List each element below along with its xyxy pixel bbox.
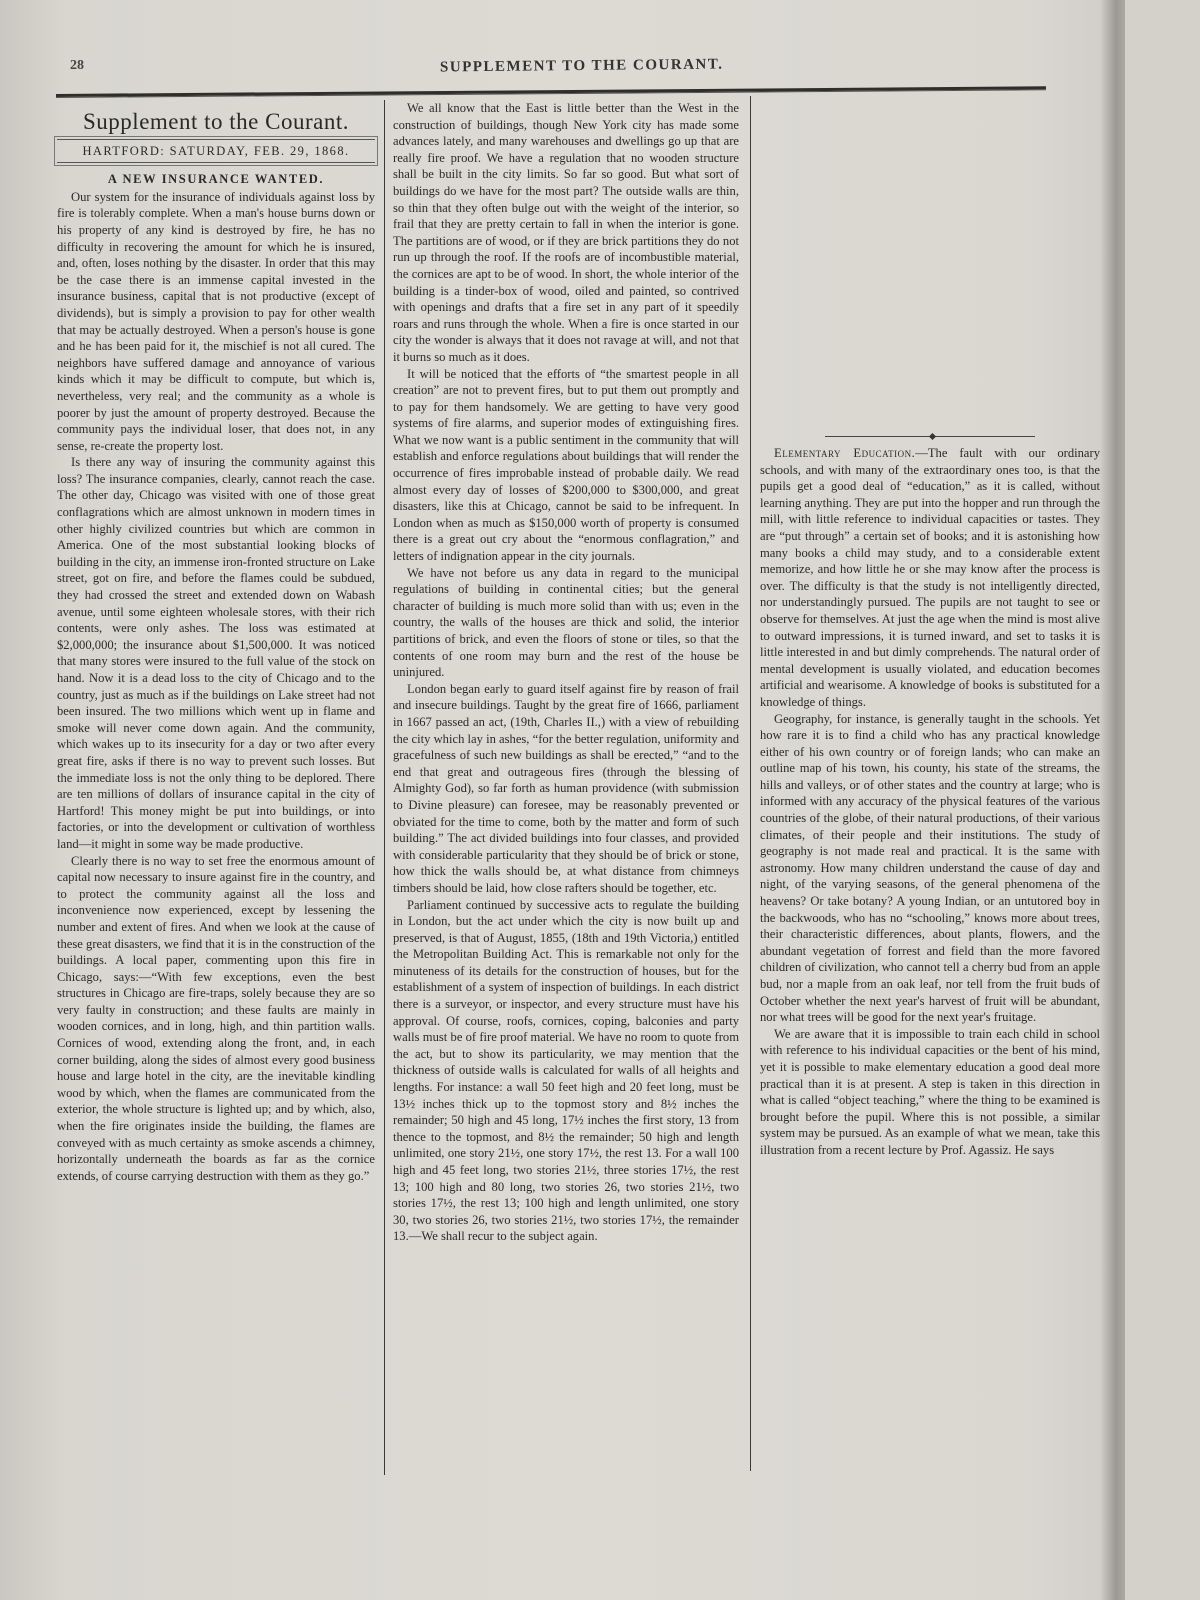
article-paragraph: Is there any way of insuring the community against this loss? The insurance companies, clearly, cannot reach the case. The other day, Chicago was visited with one of those great conflagrations which are almost unknown in modern times in other highly civilized countries but which are common in America. One of the most substantial looking blocks of building in the city, an immense iron-fronted structure on Lake street, got on fire, and before the flames could be subdued, they had crossed the street and extended down on Wabash avenue, until some eighteen wholesale stores, with their rich contents, were only ashes. The loss was estimated at $2,000,000; the insurance about $1,500,000. It was noticed that many stores were insured to the full value of the stock on hand. Now it is a dead loss to the city of Chicago and to the country, just as much as if the buildings on Lake street had not been insured. The two millions which went up in flame and smoke will never come down again. And the community, which wakes up to its insecurity for a day or two after every great fire, asks if there is no way to prevent such losses. But the immediate loss is not the only thing to be deplored. There are ten millions of dollars of insurance capital in the city of Hartford! This money might be put into buildings, or into factories, or into the development or cultivation of worthless land—it might in some way be made productive. (57, 455, 375, 851)
masthead-dateline: HARTFORD: SATURDAY, FEB. 29, 1868. (57, 139, 375, 164)
column-divider-1 (384, 100, 385, 1475)
article-paragraph: Geography, for instance, is generally taught in the schools. Yet how rare it is to find a child who has any practical knowledge either of his own country or of foreign lands; who can make an outline map of his town, his county, his state of the streams, the hills and valleys, or of other states and the country at large; who is informed with any accuracy of the physical features of the various countries of the globe, of their natural productions, of their various climates, of their people and their institutions. The study of geography is not made real and practical. It is the same with astronomy. How many children understand the cause of day and night, of the varying seasons, of the general phenomena of the heavens? Or take botany? A young Indian, or an untutored boy in the backwoods, who has no “schooling,” knows more about trees, their characteristic differences, about plants, flowers, and the abundant vegetation of forrest and field than the more favored children of civilization, who cannot tell a cherry bud from an apple bud, nor a maple from an oak leaf, nor tell from the fruit buds of October whether the next year's harvest of fruit will be abundant, nor what trees will be good for the next year's fruitage. (760, 711, 1100, 1025)
column-1 (57, 106, 375, 1184)
column-3 (760, 96, 1100, 1596)
article-paragraph: London began early to guard itself against fire by reason of frail and insecure buildings. Taught by the great fire of 1666, parliament in 1667 passed an act, (19th, Charles II.,) with a view of rebuilding the city which lay in ashes, “for the better regulation, uniformity and gracefulness of such new buildings as shall be erected,” “and to the end that great and outrageous fires (through the blessing of Almighty God), so far forth as human providence (with submission to Divine pleasure) can foresee, may be reasonably prevented or obviated for the time to come, both by the matter and form of such building.” The act divided buildings into four classes, and provided with considerable particularity that they should be of brick or stone, how thick the walls should be, at what distance from chimneys timbers should be laid, how close rafters should be together, etc. (393, 681, 739, 895)
article-paragraph: Our system for the insurance of individuals against loss by fire is tolerably complete. When a man's house burns down or his property of any kind is destroyed by fire, he has no difficulty in recovering the amount for which he is insured, and, often, loses nothing by the disaster. In order that this may be the case there is an immense capital invested in the insurance business, capital that is not productive (except of dividends), but is simply a provision to pay for other wealth that may be actually destroyed. When a person's house is gone and he has been paid for it, the mischief is not all cured. The neighbors have suffered damage and annoyance of various kinds which it may be difficult to compute, but which is, nevertheless, very real; and the community as a whole is poorer by just the amount of property destroyed. Because the community pays the individual loser, that does not, in any sense, re-create the property lost. (57, 189, 375, 453)
article-paragraph: Clearly there is no way to set free the enormous amount of capital now necessary to insure against fire in the country, and to protect the community against all the loss and inconvenience now experienced, except by lessening the number and extent of fires. And when we look at the cause of these great disasters, we find that it is in the construction of the buildings. A local paper, commenting upon this fire in Chicago, says:—“With few exceptions, even the best structures in Chicago are fire-traps, solely because they are so very faulty in construction; and these faults are mainly in wooden cornices, and in long, high, and thin partition walls. Cornices of wood, extending along the front, and, in each corner building, along the sides of almost every good business house and large hotel in the city, are the inevitable kindling wood by which, when the flames are communicated from the exterior, the whole structure is lighted up; and by which, also, when the fire originates inside the building, the flames are conveyed with as much certainty as smoke ascends a chimney, horizontally underneath the boards as far as the cornice extends, of course carrying destruction with them as they go.” (57, 853, 375, 1183)
section-divider (825, 436, 1036, 437)
article-paragraph: We all know that the East is little better than the West in the construction of buildings, though New York city has made some advances lately, and many warehouses and dwellings go up that are really fire proof. We have a regulation that no wooden structure shall be built in the city limits. So far so good. But what sort of buildings do we have for the most part? The outside walls are thin, so thin that they often bulge out with the weight of the interior, so frail that they are pretty certain to fall in when the interior is gone. The partitions are of wood, or if they are brick partitions they do not run up through the roof. If the roofs are of incombustible material, the cornices are apt to be of wood. In short, the whole interior of the building is a tinder-box of wood, oiled and painted, so contrived with openings and drafts that a fire set in any part of it speedily roars and runs through the whole. When a fire is once started in our city the wonder is always that it does not ravage at will, and not that it burns so much as it does. (393, 101, 739, 364)
education-text: —The fault with our ordinary schools, and with many of the extraordinary ones too, is that the pupils get a good deal of “education,” as it is called, without learning anything. They are put into the hopper and run through the mill, with little reference to individual capacities or tastes. They are “put through” a certain set of books; and it is astonishing how many books a child may study, and to a considerable extent memorize, and how little he or she may know after the process is over. The difficulty is that the study is not intelligently directed, nor understandingly pursued. The pupils are not taught to see or observe for themselves. At just the age when the mind is most alive to outward impressions, it is turned inward, and set to tasks it is little interested in and but dimly comprehends. The natural order of mental development is usually violated, and education becomes artificial and wearisome. A knowledge of books is substituted for a knowledge of things. (760, 446, 1100, 709)
article-paragraph: It will be noticed that the efforts of “the smartest people in all creation” are not to prevent fires, but to put them out promptly and to pay for them handsomely. We are getting to have very good systems of fire alarms, and superior modes of extinguishing fires. What we now want is a public sentiment in the community that will establish and enforce regulations about buildings that will render the occurrence of fires improbable instead of probable daily. We read almost every day of losses of $200,000 to $300,000, and great disasters, like this at Chicago, cannot be said to be infrequent. In London when as much as $150,000 worth of property is consumed there is a great out cry about the “enormous conflagration,” and letters of indignation appear in the city journals. (393, 366, 739, 564)
article-paragraph: Parliament continued by successive acts to regulate the building in London, but the act under which the city is now built up and preserved, is that of August, 1855, (18th and 19th Victoria,) entitled the Metropolitan Building Act. This is remarkable not only for the minuteness of its details for the construction of houses, but for the establishment of a system of inspection of buildings. In each district there is a surveyor, or inspector, and every structure must have his approval. Of course, roofs, cornices, coping, balconies and party walls must be of fire proof material. We have no room to quote from the act, but to show its particularity, we may mention that the thickness of outside walls is calculated for walls of all heights and lengths. For instance: a wall 50 feet high and 20 feet long, must be 13½ inches thick up to the topmost story and 8½ inches the remainder; 50 high and 45 long, 17½ inches the first story, 13 from thence to the topmost, and 8½ the remainder; 50 high and length unlimited, one story 21½, one story 17½, the rest 13. For a wall 100 high and 45 feet long, two stories 21½, three stories 17½, the rest 13; 100 high and 80 long, two stories 26, two stories 21½, two stories 17½, the rest 13; 100 high and length unlimited, one story 30, two stories 26, two stories 21½, two stories 17½, the remainder 13.—We shall recur to the subject again. (393, 897, 739, 1244)
adjacent-page-edge (1125, 0, 1200, 1600)
column-2 (393, 100, 739, 1470)
education-lead-in: Elementary Education. (774, 446, 916, 460)
page-number: 28 (70, 58, 84, 73)
masthead-title: Supplement to the Courant. (83, 109, 349, 134)
article-title-insurance: A NEW INSURANCE WANTED. (107, 172, 325, 187)
article-paragraph (760, 445, 1100, 711)
column-divider-2 (750, 96, 751, 1471)
running-head: SUPPLEMENT TO THE COURANT. (439, 56, 724, 76)
article-paragraph: We are aware that it is impossible to train each child in school with reference to his individual capacities or the bent of his mind, yet it is possible to make elementary education a good deal more practical than it is at present. A step is taken in this direction in what is called “object teaching,” where the thing to be examined is brought before the pupil. Where this is not possible, a similar system may be pursued. As an example of what we mean, take this illustration from a recent lecture by Prof. Agassiz. He says (760, 1026, 1100, 1157)
article-paragraph: We have not before us any data in regard to the municipal regulations of building in continental cities; but the general character of building is much more solid than with us; even in the country, the walls of the houses are thick and solid, the interior partitions of brick, and even the floors of stone or tiles, so that the contents of one room may burn and the rest of the house be uninjured. (393, 565, 739, 680)
